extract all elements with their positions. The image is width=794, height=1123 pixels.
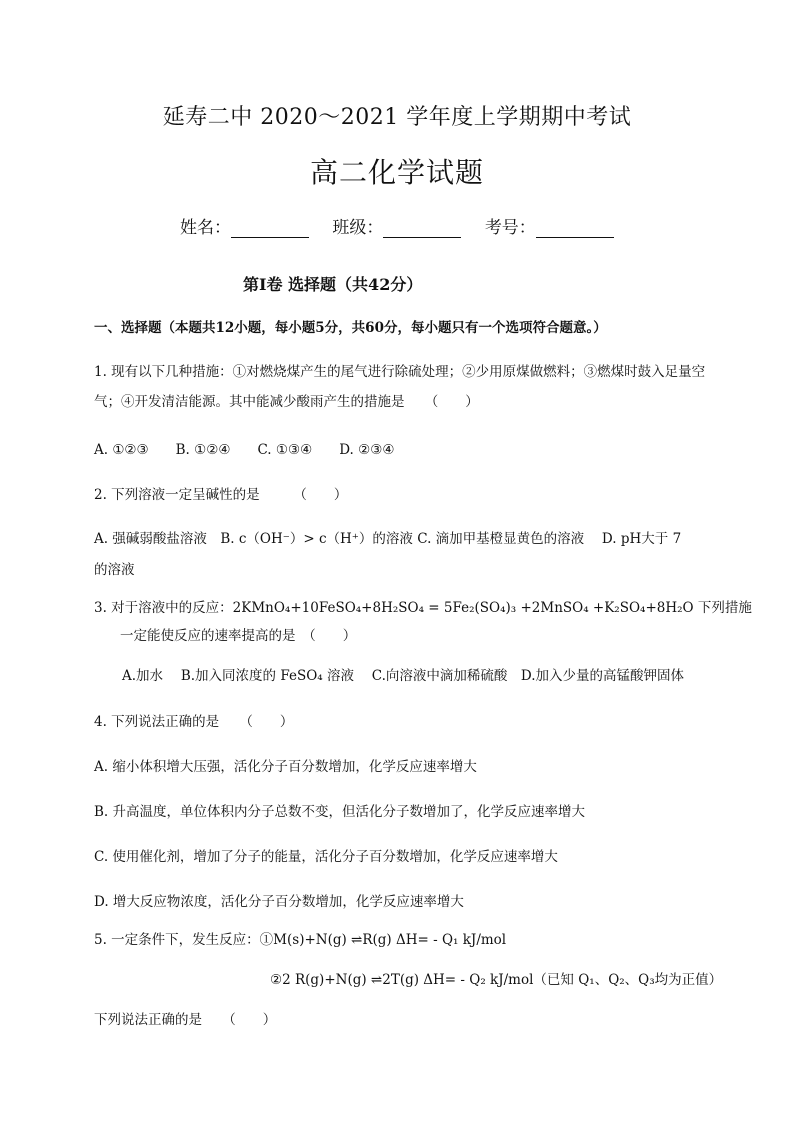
q4-option-c: C. 使用催化剂，增加了分子的能量，活化分子百分数增加，化学反应速率增大	[94, 849, 558, 865]
q5-ask: 下列说法正确的是 （ ）	[94, 1012, 277, 1028]
q4-option-b: B. 升高温度，单位体积内分子总数不变，但活化分子数增加了，化学反应速率增大	[94, 804, 586, 820]
q3-stem-line1: 3. 对于溶液中的反应：2KMnO₄+10FeSO₄+8H₂SO₄ = 5Fe₂(SO₄)₃ +2MnSO₄ +K₂SO₄+8H₂O 下列措施	[94, 600, 752, 616]
student-info-row	[180, 213, 632, 238]
q3-options: A.加水 B.加入同浓度的 FeSO₄ 溶液 C.向溶液中滴加稀硫酸 D.加入少量的高锰酸钾固体	[122, 668, 685, 684]
q4-option-d: D. 增大反应物浓度，活化分子百分数增加，化学反应速率增大	[94, 894, 464, 910]
name-label: 姓名：	[180, 218, 231, 238]
section-title: 第Ⅰ卷 选择题（共42分）	[243, 275, 423, 294]
school-exam-title: 延寿二中 2020～2021 学年度上学期期中考试	[162, 105, 632, 130]
q5-stem: 5. 一定条件下，发生反应：①M(s)+N(g) ⇌R(g) ΔH= - Q₁ kJ/mol	[94, 932, 507, 948]
number-blank[interactable]	[536, 219, 614, 238]
class-blank[interactable]	[383, 219, 461, 238]
part-title: 一、选择题（本题共12小题，每小题5分，共60分，每小题只有一个选项符合题意。）	[94, 320, 607, 336]
q3-stem-line2: 一定能使反应的速率提高的是 （ ）	[120, 628, 357, 644]
q1-options: A. ①②③ B. ①②④ C. ①③④ D. ②③④	[94, 442, 395, 458]
q5-equation-2: ②2 R(g)+N(g) ⇌2T(g) ΔH= - Q₂ kJ/mol（已知 Q₁、Q₂、Q₃均为正值）	[270, 972, 723, 988]
q2-stem: 2. 下列溶液一定呈碱性的是 （ ）	[94, 487, 348, 503]
class-label: 班级：	[332, 218, 384, 238]
q1-stem: 1. 现有以下几种措施：①对燃烧煤产生的尾气进行除硫处理；②少用原煤做燃料；③燃煤时鼓入足量空气；④开发清洁能源。其中能减少酸雨产生的措施是 （ ）	[94, 364, 706, 410]
name-blank[interactable]	[231, 219, 309, 238]
number-label: 考号：	[484, 218, 536, 238]
q2-options-line2: 的溶液	[94, 562, 135, 578]
subject-title: 高二化学试题	[309, 156, 484, 189]
q4-option-a: A. 缩小体积增大压强，活化分子百分数增加，化学反应速率增大	[94, 759, 477, 775]
q2-options-line1: A. 强碱弱酸盐溶液 B. c（OH⁻）> c（H⁺）的溶液 C. 滴加甲基橙显黄色的溶液 D. pH大于 7	[94, 531, 682, 547]
q4-stem: 4. 下列说法正确的是 （ ）	[94, 714, 294, 730]
